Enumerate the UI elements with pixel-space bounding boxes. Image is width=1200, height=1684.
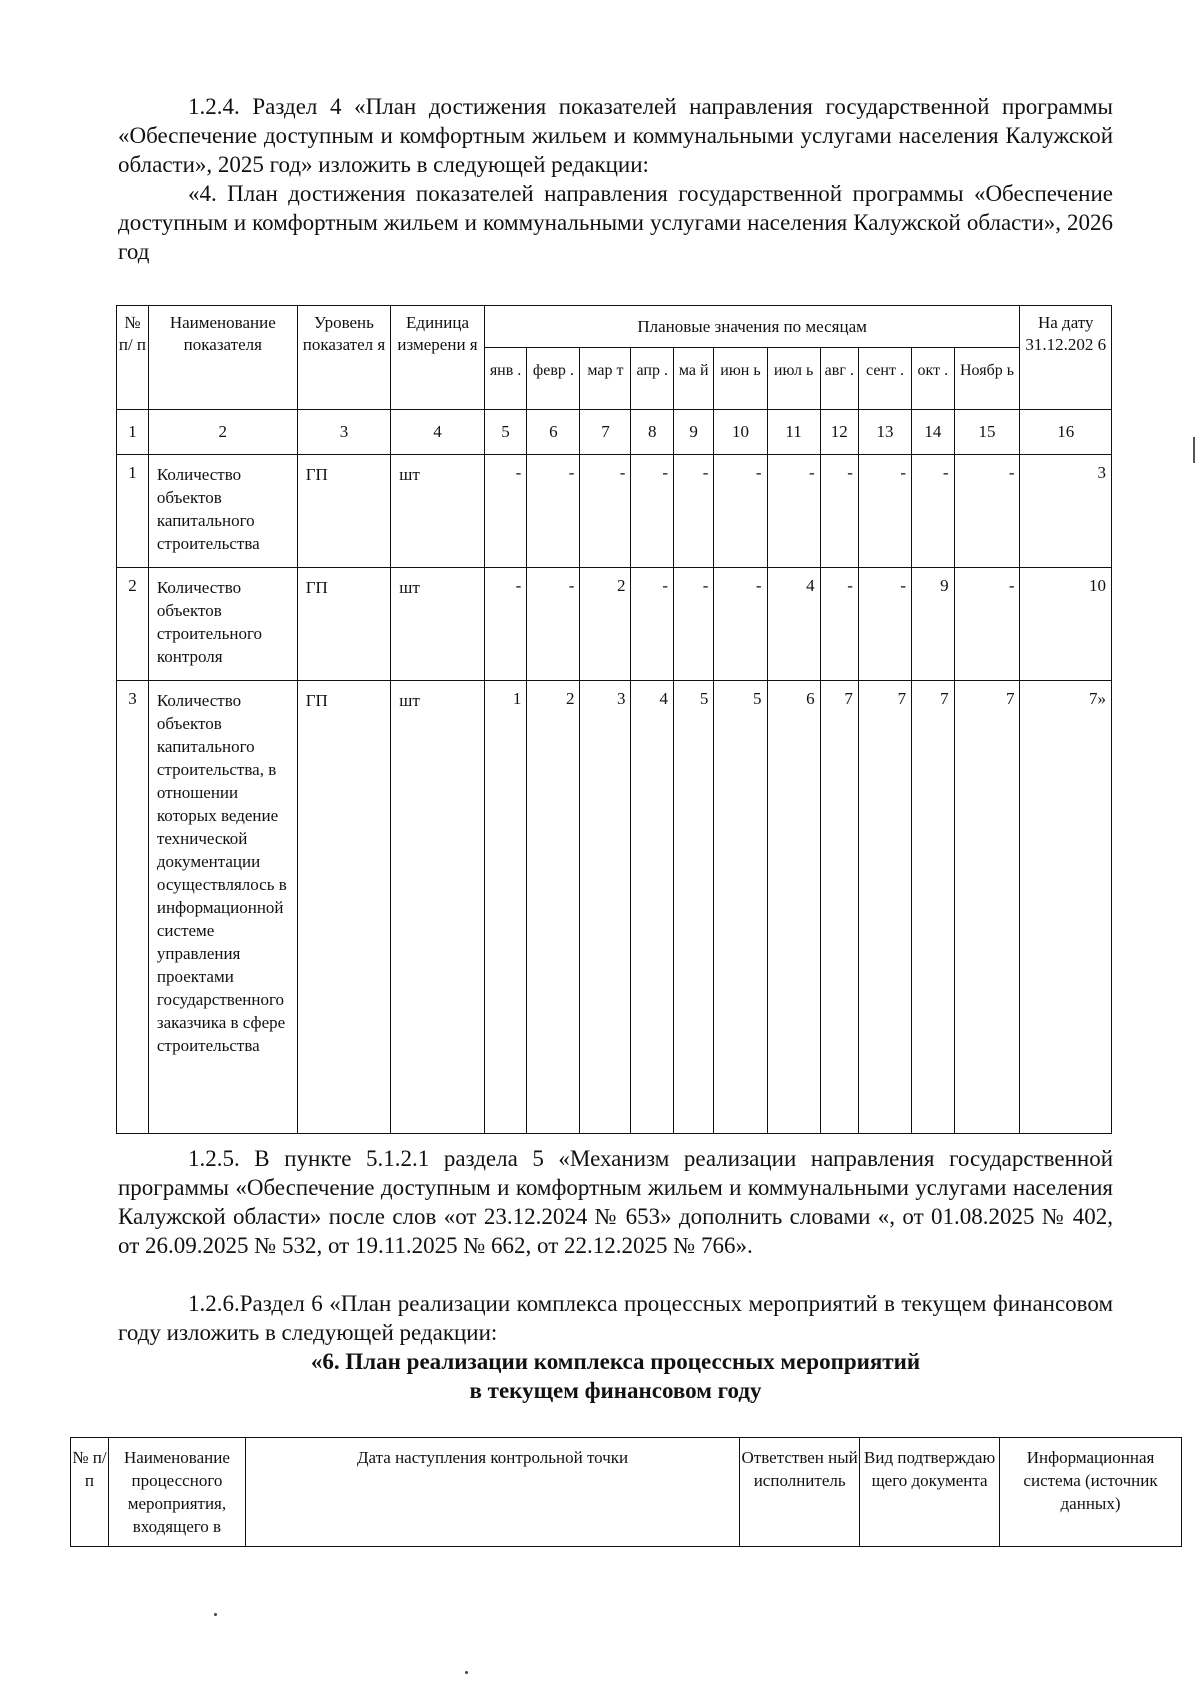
t2-header-num: № п/п [71,1438,109,1547]
month-value: - [631,568,674,681]
table-row [117,681,1112,1134]
month-value: 5 [673,681,713,1134]
t2-header-date: Дата наступления контрольной точки [245,1438,739,1547]
month-value: - [954,455,1020,568]
row-total: 3 [1020,455,1112,568]
section-6-title-line-1: «6. План реализации комплекса процессных мероприятий [310,1349,921,1374]
column-number: 2 [148,410,297,455]
column-number: 12 [820,410,858,455]
month-header: июл ь [767,348,820,410]
paragraph-1-2-6: 1.2.6.Раздел 6 «План реализации комплекса процессных мероприятий в текущем финансовом году изложить в следующей редакции: [118,1291,1113,1345]
t2-header-responsible: Ответствен ный исполнитель [740,1438,860,1547]
column-number: 4 [391,410,485,455]
row-level: ГП [297,568,391,681]
month-value: - [484,455,527,568]
month-header: февр . [527,348,580,410]
scan-speck [214,1613,217,1616]
month-header: ма й [673,348,713,410]
process-activities-plan-table [70,1437,1182,1547]
row-level: ГП [297,681,391,1134]
column-number: 7 [580,410,631,455]
month-value: 3 [580,681,631,1134]
month-value: - [858,455,911,568]
month-header: апр . [631,348,674,410]
header-plan-by-month: Плановые значения по месяцам [484,306,1020,348]
month-header: июн ь [714,348,767,410]
row-name: Количество объектов капитального строительства, в отношении которых ведение технической документации осуществлялось в информационной системе управления проектами государственного заказчика в сфере строительства [148,681,297,1134]
paragraph-section-4-title: «4. План достижения показателей направления государственной программы «Обеспечение доступным и комфортным жильем и коммунальными услугами населения Калужской области», 2026 год [118,181,1113,264]
column-number: 13 [858,410,911,455]
section-6-title-line-2: в текущем финансовом году [469,1378,762,1403]
month-value: - [527,455,580,568]
month-header: Ноябр ь [954,348,1020,410]
scan-speck [465,1671,468,1674]
table-row [117,568,1112,681]
month-value: 9 [912,568,955,681]
paragraph-1-2-4: 1.2.4. Раздел 4 «План достижения показателей направления государственной программы «Обеспечение доступным и комфортным жильем и коммунальными услугами населения Калужской области», 2025 год» изложить в следующей редакции: [118,94,1113,177]
row-unit: шт [391,681,485,1134]
row-total: 10 [1020,568,1112,681]
header-date-total: На дату 31.12.202 6 [1020,306,1112,410]
indicators-plan-table [116,305,1112,1134]
t2-header-document: Вид подтверждаю щего документа [860,1438,1000,1547]
month-value: - [580,455,631,568]
month-value: 2 [580,568,631,681]
month-value: 5 [714,681,767,1134]
column-number: 9 [673,410,713,455]
paragraph-1-2-5: 1.2.5. В пункте 5.1.2.1 раздела 5 «Механизм реализации направления государственной программы «Обеспечение доступным и комфортным жильем и коммунальными услугами населения Калужской области» после слов «от 23.12.2024 № 653» дополнить словами «, от 01.08.2025 № 402, от 26.09.2025 № 532, от 19.11.2025 № 662, от 22.12.2025 № 766». [118,1146,1113,1258]
month-value: - [631,455,674,568]
row-name: Количество объектов капитального строительства [148,455,297,568]
month-value: - [954,568,1020,681]
month-value: 7 [912,681,955,1134]
header-name: Наименование показателя [148,306,297,410]
month-header: окт . [912,348,955,410]
month-value: 1 [484,681,527,1134]
month-value: 4 [767,568,820,681]
row-level: ГП [297,455,391,568]
column-number: 1 [117,410,149,455]
column-number: 14 [912,410,955,455]
row-num: 3 [117,681,149,1134]
column-number: 16 [1020,410,1112,455]
month-value: 7 [954,681,1020,1134]
column-number: 6 [527,410,580,455]
row-num: 2 [117,568,149,681]
month-value: 6 [767,681,820,1134]
column-number: 5 [484,410,527,455]
month-header: авг . [820,348,858,410]
column-number: 15 [954,410,1020,455]
month-value: - [527,568,580,681]
month-value: - [714,568,767,681]
column-number: 8 [631,410,674,455]
t2-header-name: Наименование процессного мероприятия, входящего в [108,1438,245,1547]
month-value: 2 [527,681,580,1134]
column-number: 11 [767,410,820,455]
month-value: - [820,455,858,568]
month-header: янв . [484,348,527,410]
month-header: мар т [580,348,631,410]
month-value: - [673,568,713,681]
month-value: - [484,568,527,681]
month-value: - [767,455,820,568]
header-num: № п/ п [117,306,149,410]
column-number: 3 [297,410,391,455]
column-number: 10 [714,410,767,455]
row-total: 7» [1020,681,1112,1134]
scan-edge-mark [1193,437,1195,463]
row-unit: шт [391,455,485,568]
table-row [117,455,1112,568]
month-value: - [714,455,767,568]
month-value: - [820,568,858,681]
t2-header-info-system: Информационная система (источник данных) [1000,1438,1182,1547]
month-value: 4 [631,681,674,1134]
header-unit: Единица измерени я [391,306,485,410]
row-unit: шт [391,568,485,681]
header-level: Уровень показател я [297,306,391,410]
month-value: 7 [820,681,858,1134]
month-header: сент . [858,348,911,410]
month-value: - [858,568,911,681]
row-name: Количество объектов строительного контроля [148,568,297,681]
column-number-row [117,410,1112,455]
month-value: - [912,455,955,568]
month-value: 7 [858,681,911,1134]
month-value: - [673,455,713,568]
row-num: 1 [117,455,149,568]
